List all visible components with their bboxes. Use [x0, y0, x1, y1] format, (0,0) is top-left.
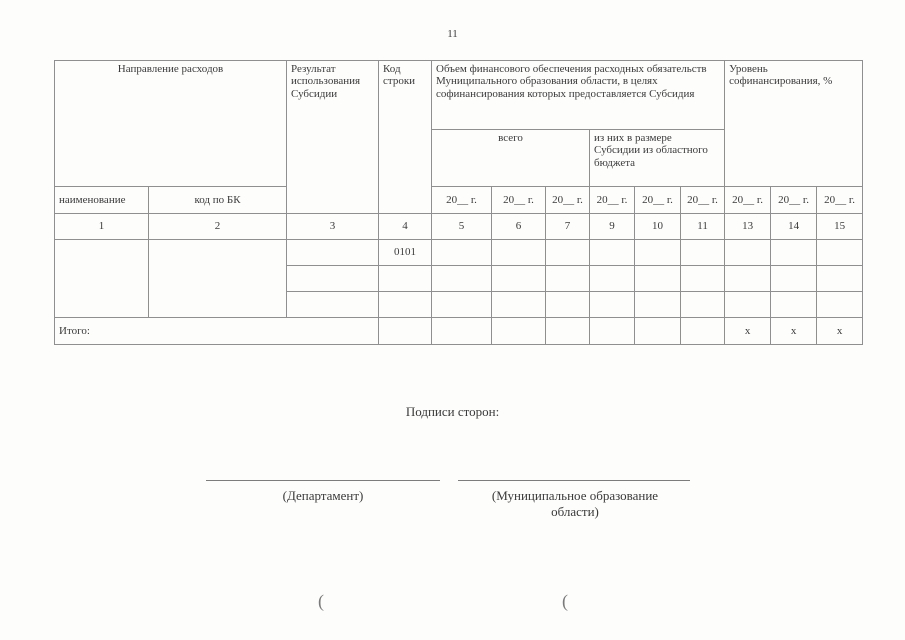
department-caption: (Департамент)	[282, 488, 364, 503]
value-cell[interactable]	[590, 266, 635, 292]
total-row	[55, 318, 863, 345]
row-code-cell[interactable]	[379, 292, 432, 318]
value-cell[interactable]	[681, 292, 725, 318]
column-number: 14	[771, 214, 817, 240]
period-6: 20__ г.	[492, 187, 546, 214]
value-cell[interactable]	[432, 266, 492, 292]
row-code-cell[interactable]	[379, 266, 432, 292]
column-number: 7	[546, 214, 590, 240]
column-number: 1	[55, 214, 149, 240]
period-13: 20__ г.	[725, 187, 771, 214]
value-cell[interactable]	[725, 240, 771, 266]
value-cell[interactable]	[590, 292, 635, 318]
period-9: 20__ г.	[590, 187, 635, 214]
value-cell[interactable]	[771, 292, 817, 318]
value-cell[interactable]	[817, 292, 863, 318]
bk-code-cell[interactable]	[149, 240, 287, 318]
header-row-1	[55, 61, 863, 130]
value-cell[interactable]	[635, 292, 681, 318]
page-number: 11	[447, 28, 458, 40]
column-number: 6	[492, 214, 546, 240]
col-bk-header: код по БК	[149, 187, 287, 214]
x-mark: x	[817, 318, 863, 345]
column-number-row	[55, 214, 863, 240]
total-code-cell	[379, 318, 432, 345]
total-value-cell[interactable]	[546, 318, 590, 345]
header-volume: Объем финансового обеспечения расходных обязательств Муниципального образования области, в целях софинансирования которых предоставляется Субсидия	[432, 61, 725, 130]
x-mark: x	[771, 318, 817, 345]
column-number: 15	[817, 214, 863, 240]
period-5: 20__ г.	[432, 187, 492, 214]
result-cell[interactable]	[287, 266, 379, 292]
x-mark: x	[725, 318, 771, 345]
period-14: 20__ г.	[771, 187, 817, 214]
value-cell[interactable]	[492, 266, 546, 292]
result-cell[interactable]	[287, 240, 379, 266]
financing-table	[54, 60, 863, 345]
value-cell[interactable]	[771, 266, 817, 292]
value-cell[interactable]	[681, 240, 725, 266]
value-cell[interactable]	[725, 292, 771, 318]
row-code-cell: 0101	[379, 240, 432, 266]
table-row	[55, 240, 863, 266]
total-value-cell[interactable]	[590, 318, 635, 345]
header-result: Результат использования Субсидии	[287, 61, 379, 214]
period-15: 20__ г.	[817, 187, 863, 214]
signature-line-left[interactable]	[206, 480, 440, 481]
total-value-cell[interactable]	[681, 318, 725, 345]
subheader-regional: из них в размере Субсидии из областного бюджета	[590, 130, 725, 187]
header-code: Код строки	[379, 61, 432, 214]
value-cell[interactable]	[432, 240, 492, 266]
bracket-mark-left: (	[318, 591, 324, 611]
name-cell[interactable]	[55, 240, 149, 318]
period-7: 20__ г.	[546, 187, 590, 214]
value-cell[interactable]	[635, 240, 681, 266]
value-cell[interactable]	[492, 292, 546, 318]
column-number: 5	[432, 214, 492, 240]
subheader-total: всего	[432, 130, 590, 187]
bracket-mark-right: (	[562, 591, 568, 611]
total-value-cell[interactable]	[492, 318, 546, 345]
total-label: Итого:	[55, 318, 379, 345]
header-row-3	[55, 187, 863, 214]
value-cell[interactable]	[817, 240, 863, 266]
total-value-cell[interactable]	[432, 318, 492, 345]
value-cell[interactable]	[546, 292, 590, 318]
column-number: 3	[287, 214, 379, 240]
header-direction: Направление расходов	[55, 61, 287, 187]
value-cell[interactable]	[590, 240, 635, 266]
column-number: 9	[590, 214, 635, 240]
value-cell[interactable]	[635, 266, 681, 292]
column-number: 2	[149, 214, 287, 240]
value-cell[interactable]	[546, 266, 590, 292]
result-cell[interactable]	[287, 292, 379, 318]
value-cell[interactable]	[817, 266, 863, 292]
value-cell[interactable]	[725, 266, 771, 292]
header-level: Уровень софинансирования, %	[725, 61, 863, 187]
value-cell[interactable]	[771, 240, 817, 266]
value-cell[interactable]	[492, 240, 546, 266]
column-number: 13	[725, 214, 771, 240]
value-cell[interactable]	[432, 292, 492, 318]
signatures-title: Подписи сторон:	[405, 404, 500, 419]
period-10: 20__ г.	[635, 187, 681, 214]
value-cell[interactable]	[546, 240, 590, 266]
period-11: 20__ г.	[681, 187, 725, 214]
signature-line-right[interactable]	[458, 480, 690, 481]
municipality-caption: (Муниципальное образование области)	[491, 488, 659, 519]
column-number: 11	[681, 214, 725, 240]
total-value-cell[interactable]	[635, 318, 681, 345]
col-name-header: наименование	[55, 187, 149, 214]
column-number: 10	[635, 214, 681, 240]
value-cell[interactable]	[681, 266, 725, 292]
column-number: 4	[379, 214, 432, 240]
